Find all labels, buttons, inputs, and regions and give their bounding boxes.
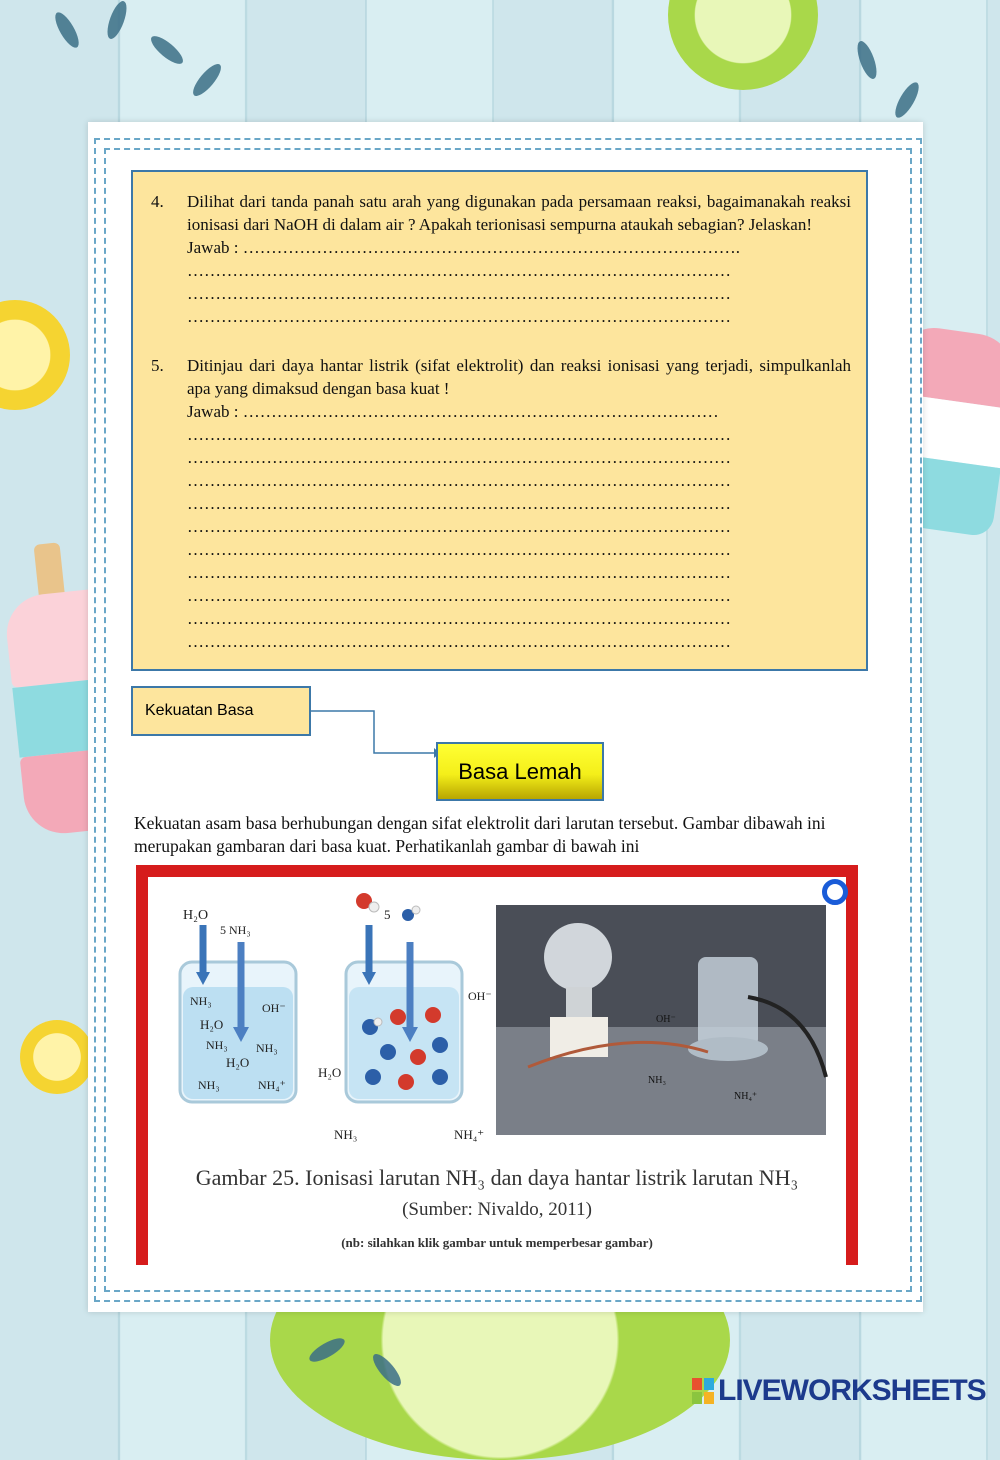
lime-slice-decoration: [668, 0, 818, 90]
answer-line[interactable]: ……………………………………………………………………………………: [187, 284, 731, 303]
photo-nh3: NH₃: [648, 1075, 666, 1086]
beaker2-nh3: NH₃: [334, 1127, 358, 1142]
leaf-decoration: [189, 60, 225, 100]
leaf-decoration: [147, 32, 187, 68]
basa-lemah-box: Basa Lemah: [436, 742, 604, 801]
answer-line[interactable]: ……………………………………………………………………………………: [187, 448, 731, 467]
beaker1-nh3-in: 5 NH₃: [220, 923, 251, 937]
question-4: [151, 190, 851, 328]
leaf-decoration: [854, 39, 881, 81]
kekuatan-basa-box: Kekuatan Basa: [131, 686, 311, 736]
ionization-illustration: [148, 877, 846, 1157]
beaker1-oh: OH⁻: [262, 1001, 286, 1015]
beaker1-nh4: NH₄⁺: [258, 1078, 286, 1092]
beaker1-h2o: H₂O: [183, 908, 209, 923]
figure-note: (nb: silahkan klik gambar untuk memperbesar gambar): [341, 1235, 653, 1250]
answer-line[interactable]: ……………………………………………………………………………………: [187, 425, 731, 444]
beaker-2: [346, 893, 462, 1102]
intro-paragraph: Kekuatan asam basa berhubungan dengan sifat elektrolit dari larutan tersebut. Gambar dibawah ini merupakan gambaran dari basa kuat. Perhatikanlah gambar di bawah ini: [134, 813, 826, 856]
figure-source: (Sumber: Nivaldo, 2011): [402, 1199, 592, 1220]
figure-image[interactable]: [148, 877, 846, 1265]
answer-label[interactable]: Jawab : …………………………………………………………………………: [187, 402, 719, 421]
answer-label[interactable]: Jawab : …………………………………………………………………………….: [187, 238, 740, 257]
beaker1-nh3-c: NH₃: [256, 1041, 278, 1055]
enlarge-image-icon[interactable]: [822, 879, 848, 905]
beaker1-nh3-d: NH₃: [198, 1078, 220, 1092]
answer-line[interactable]: ……………………………………………………………………………………: [187, 563, 731, 582]
beaker1-nh3-b: NH₃: [206, 1038, 228, 1052]
answer-line[interactable]: ……………………………………………………………………………………: [187, 517, 731, 536]
figure-caption: Gambar 25. Ionisasi larutan NH₃ dan daya hantar listrik larutan NH₃: [195, 1165, 799, 1190]
beaker2-oh: OH⁻: [468, 989, 492, 1003]
leaf-decoration: [104, 0, 131, 41]
answer-line[interactable]: ……………………………………………………………………………………: [187, 261, 731, 280]
answer-line[interactable]: ……………………………………………………………………………………: [187, 632, 731, 651]
photo-nh4: NH₄⁺: [734, 1091, 758, 1102]
answer-line[interactable]: ……………………………………………………………………………………: [187, 494, 731, 513]
lemon-slice-decoration: [20, 1020, 94, 1094]
connector-arrow: [310, 705, 440, 765]
figure-frame[interactable]: [136, 865, 858, 1265]
question-number: 5.: [151, 356, 164, 375]
liveworksheets-logo-icon: [692, 1378, 714, 1404]
beaker2-five: 5: [384, 907, 391, 922]
answer-line[interactable]: ……………………………………………………………………………………: [187, 586, 731, 605]
beaker1-h2o-b: H₂O: [226, 1055, 250, 1070]
question-5: [151, 354, 851, 653]
lemon-slice-decoration: [0, 300, 70, 410]
question-text: Ditinjau dari daya hantar listrik (sifat elektrolit) dan reaksi ionisasi yang terjadi, simpulkanlah apa yang dimaksud dengan basa kuat !: [187, 356, 851, 398]
question-number: 4.: [151, 192, 164, 211]
beaker2-nh4: NH₄⁺: [454, 1127, 485, 1142]
liveworksheets-brand: LIVEWORKSHEETS: [718, 1374, 986, 1407]
beaker1-nh3-a: NH₃: [190, 994, 212, 1008]
answer-line[interactable]: ……………………………………………………………………………………: [187, 540, 731, 559]
photo-oh: OH⁻: [656, 1014, 676, 1025]
beaker1-h2o-a: H₂O: [200, 1017, 224, 1032]
answer-line[interactable]: ……………………………………………………………………………………: [187, 307, 731, 326]
beaker2-h2o: H₂O: [318, 1065, 342, 1080]
leaf-decoration: [51, 9, 83, 51]
question-text: Dilihat dari tanda panah satu arah yang digunakan pada persamaan reaksi, bagaimanakah reaksi ionisasi dari NaOH di dalam air ? Apakah terionisasi sempurna ataukah sebagian? Jelaskan!: [187, 192, 851, 234]
leaf-decoration: [891, 79, 923, 121]
questions-box: [131, 170, 868, 671]
answer-line[interactable]: ……………………………………………………………………………………: [187, 609, 731, 628]
answer-line[interactable]: ……………………………………………………………………………………: [187, 471, 731, 490]
